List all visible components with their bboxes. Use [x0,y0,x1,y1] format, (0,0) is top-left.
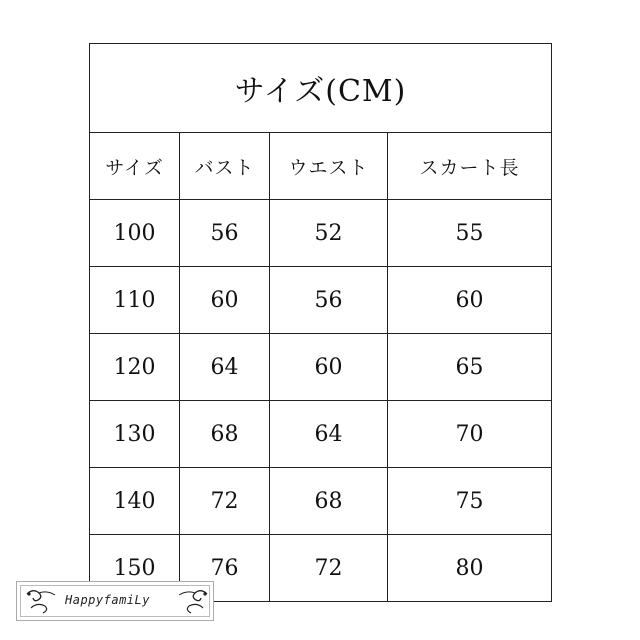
table-row [90,468,552,535]
cell-waist: 68 [270,468,388,535]
table-row [90,267,552,334]
cell-size: 120 [90,334,180,401]
cell-bust: 76 [180,535,270,602]
title-row [90,44,552,133]
cell-waist: 72 [270,535,388,602]
right-flourish-icon [173,586,211,618]
cell-size: 150 [90,535,180,602]
cell-skirt-length: 70 [388,401,552,468]
cell-skirt-length: 55 [388,200,552,267]
cell-skirt-length: 80 [388,535,552,602]
brand-name: HappyfamiLy [65,593,150,607]
header-skirt-length: スカート長 [388,133,552,200]
cell-size: 100 [90,200,180,267]
table-row [90,401,552,468]
cell-skirt-length: 60 [388,267,552,334]
cell-waist: 56 [270,267,388,334]
cell-skirt-length: 75 [388,468,552,535]
cell-bust: 64 [180,334,270,401]
cell-size: 140 [90,468,180,535]
header-waist: ウエスト [270,133,388,200]
cell-waist: 64 [270,401,388,468]
cell-bust: 60 [180,267,270,334]
left-flourish-icon [23,586,61,618]
cell-bust: 72 [180,468,270,535]
brand-watermark [16,581,214,621]
cell-waist: 60 [270,334,388,401]
cell-skirt-length: 65 [388,334,552,401]
header-size: サイズ [90,133,180,200]
table-title: サイズ(CM) [90,44,552,133]
table-row [90,200,552,267]
cell-bust: 68 [180,401,270,468]
size-chart-table [89,43,552,602]
cell-bust: 56 [180,200,270,267]
cell-size: 110 [90,267,180,334]
cell-waist: 52 [270,200,388,267]
header-bust: バスト [180,133,270,200]
header-row [90,133,552,200]
table-row [90,334,552,401]
cell-size: 130 [90,401,180,468]
